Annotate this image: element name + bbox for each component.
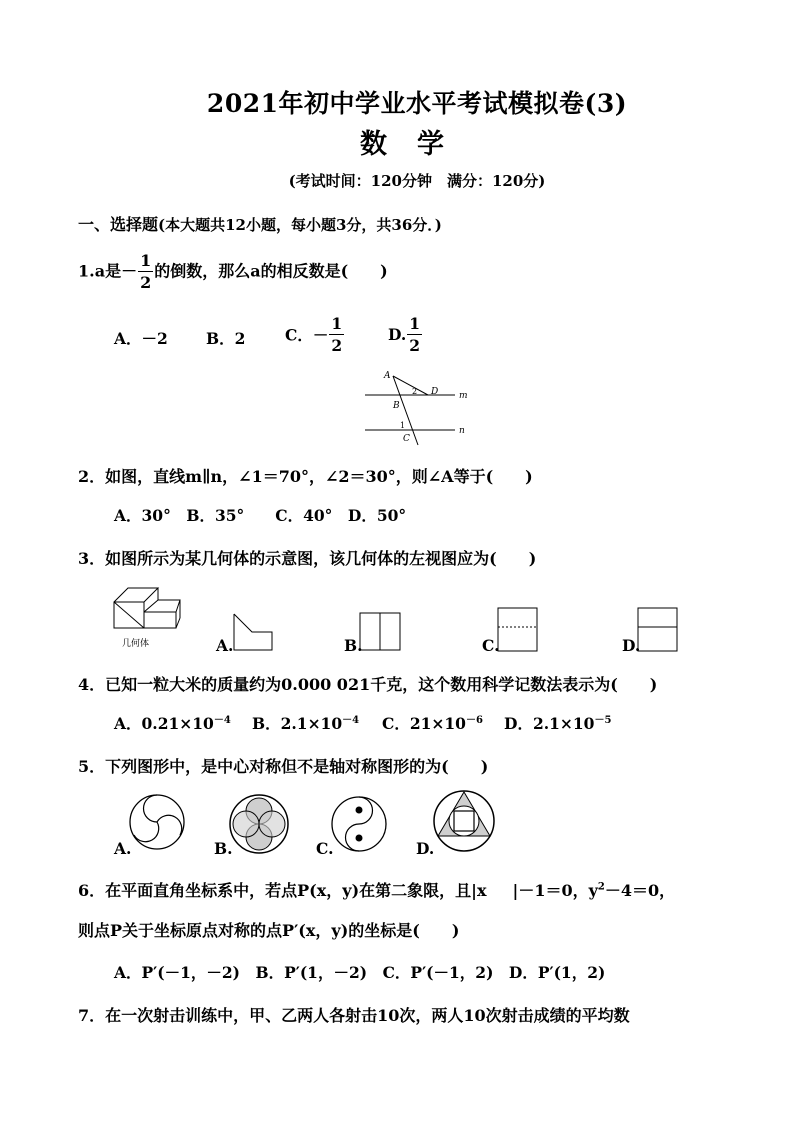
q3-view-b xyxy=(359,612,403,652)
q4-option-c[interactable]: C．$21\times 10^{-6}$ xyxy=(382,714,483,734)
q5-option-d[interactable]: D. xyxy=(416,839,435,858)
q1-option-d[interactable]: D. $\frac{1}{2}$ xyxy=(388,314,421,355)
label-angle-1: 1 xyxy=(400,421,406,430)
q1-option-b[interactable]: B．2 xyxy=(206,329,246,348)
q5-option-b[interactable]: B. xyxy=(214,839,233,858)
q2-options[interactable]: A．30° B．35° C．40° D．50° xyxy=(114,506,407,525)
four-petal-circle-icon xyxy=(228,793,290,855)
triangle-square-circle-icon xyxy=(432,789,496,853)
label-d: D xyxy=(431,387,439,397)
exam-title: 2021年初中学业水平考试模拟卷(3) xyxy=(206,89,628,118)
solid-caption: 几何体 xyxy=(122,639,150,649)
exam-info: (考试时间：120分钟 满分：120分) xyxy=(288,172,546,190)
question-4: 4．已知一粒大米的质量约为0.000 021千克，这个数用科学记数法表示为( ) xyxy=(78,675,658,694)
section-note: (本大题共12小题，每小题3分，共36分．) xyxy=(158,216,442,234)
parallel-lines-figure xyxy=(360,368,480,448)
question-6-line-1: 6．在平面直角坐标系中，若点P(x，y)在第二象限，且|x |－1＝0，$y^2-4=0$， xyxy=(78,881,676,900)
question-6-line-2: 则点P关于坐标原点对称的点P′(x，y)的坐标是( ) xyxy=(78,921,460,940)
q3-option-a[interactable]: A. xyxy=(216,636,234,655)
q5-option-c[interactable]: C. xyxy=(316,839,334,858)
subject-title: 数学 xyxy=(360,129,474,160)
q3-option-c[interactable]: C. xyxy=(482,636,500,655)
q6-options[interactable]: A．P′(－1，－2) B．P′(1，－2) C．P′(－1，2) D．P′(1，2) xyxy=(114,963,606,982)
question-3: 3．如图所示为某几何体的示意图，该几何体的左视图应为( ) xyxy=(78,549,537,568)
q1-option-a[interactable]: A．－2 xyxy=(114,329,168,348)
q5-option-a[interactable]: A. xyxy=(114,839,132,858)
q1-text-pre: 1.a是－ xyxy=(78,261,138,281)
label-n: n xyxy=(459,426,465,436)
question-1 xyxy=(78,253,388,291)
q3-view-d xyxy=(637,607,679,653)
q1-option-c[interactable]: C．－ $\frac{1}{2}$ xyxy=(285,314,343,355)
pinwheel-circle-icon xyxy=(128,793,186,851)
q4-option-d[interactable]: D．$2.1\times 10^{-5}$ xyxy=(504,714,612,734)
section-title: 一、选择题 xyxy=(78,215,159,234)
q1-text-post: 的倒数，那么a的相反数是( ) xyxy=(154,261,388,281)
label-a: A xyxy=(384,371,391,381)
q3-option-d[interactable]: D. xyxy=(622,636,641,655)
label-m: m xyxy=(459,391,468,401)
q1-fraction: $\frac{1}{2}$ xyxy=(140,251,152,292)
yin-yang-icon xyxy=(330,795,388,853)
question-2: 2．如图，直线m∥n，∠1＝70°，∠2＝30°，则∠A等于( ) xyxy=(78,467,533,486)
solid-figure xyxy=(108,582,184,632)
label-c: C xyxy=(403,434,410,444)
q3-option-b[interactable]: B. xyxy=(344,636,363,655)
question-7: 7．在一次射击训练中，甲、乙两人各射击10次，两人10次射击成绩的平均数 xyxy=(78,1006,630,1025)
label-b: B xyxy=(393,401,400,411)
q3-view-c xyxy=(497,607,539,653)
section-heading xyxy=(78,212,442,235)
q4-option-b[interactable]: B．$2.1\times 10^{-4}$ xyxy=(252,714,360,734)
q4-option-a[interactable]: A．$0.21\times 10^{-4}$ xyxy=(114,714,231,734)
question-5: 5．下列图形中，是中心对称但不是轴对称图形的为( ) xyxy=(78,757,489,776)
label-angle-2: 2 xyxy=(412,387,418,396)
q3-view-a xyxy=(232,612,276,652)
